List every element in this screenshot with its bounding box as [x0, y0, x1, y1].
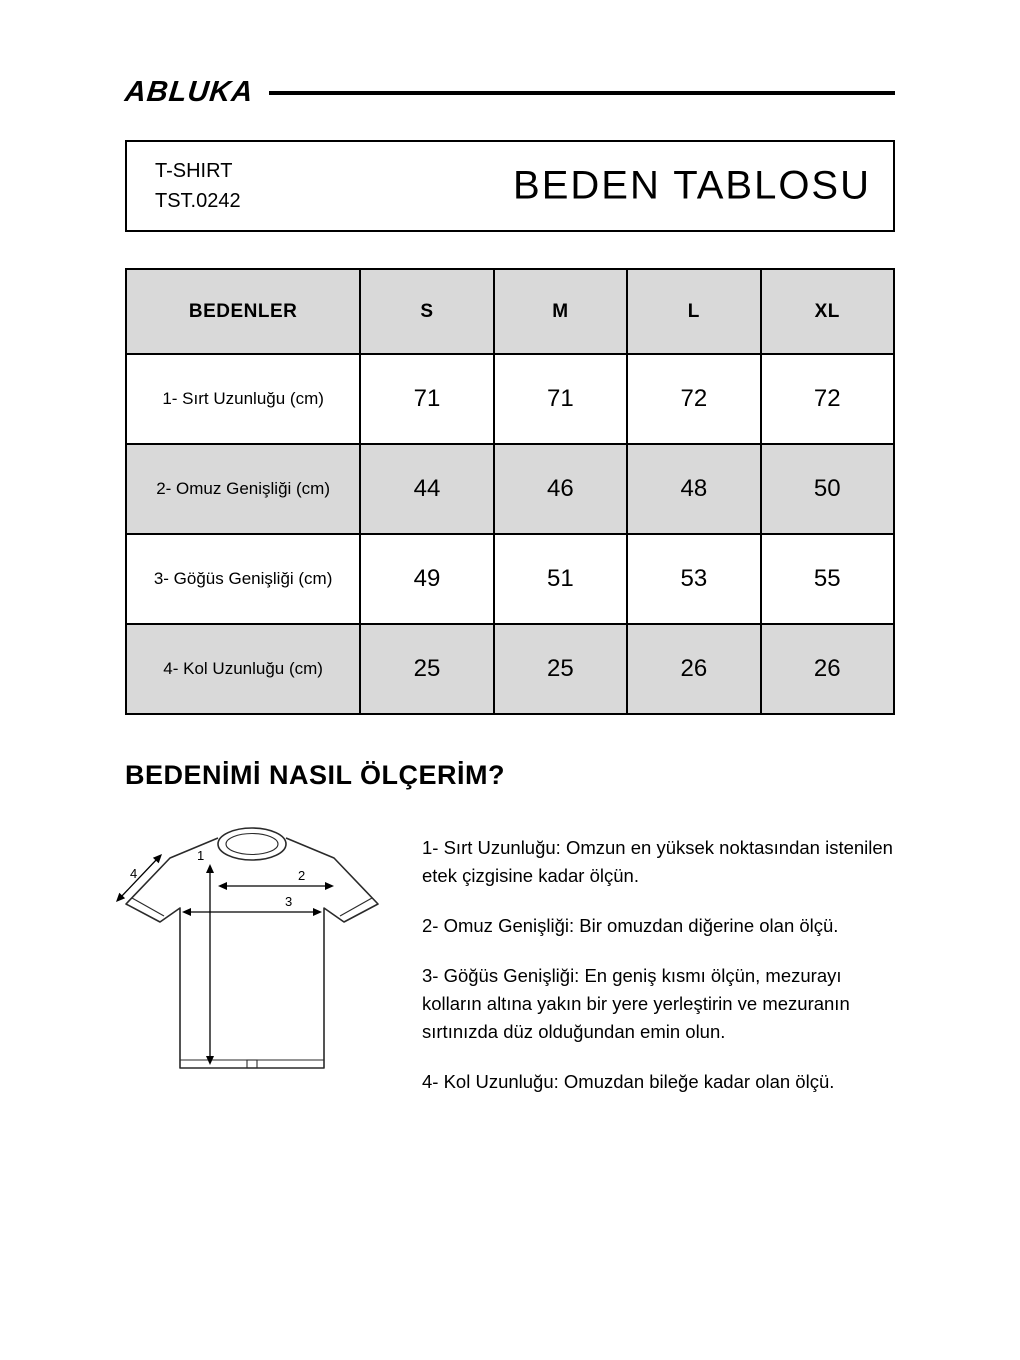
measurement-label: 4- Kol Uzunluğu (cm) [126, 624, 360, 714]
page-title: BEDEN TABLOSU [513, 163, 871, 208]
table-header-row [126, 269, 894, 354]
size-value: 53 [627, 534, 760, 624]
size-value: 72 [761, 354, 894, 444]
brand-logo: ABLUKA [123, 76, 256, 108]
header [125, 76, 895, 109]
size-value: 44 [360, 444, 493, 534]
size-value: 48 [627, 444, 760, 534]
instruction-chest-width: 3- Göğüs Genişliği: En geniş kısmı ölçün, mezurayı kolların altına yakın bir yere yerleştirin ve mezuranın sırtınızda düz olduğundan emin olun. [422, 965, 850, 1042]
product-info [155, 156, 241, 216]
column-header-xl: XL [761, 269, 894, 354]
size-value: 72 [627, 354, 760, 444]
size-value: 25 [360, 624, 493, 714]
table-row [126, 444, 894, 534]
instruction-sleeve-length: 4- Kol Uzunluğu: Omuzdan bileğe kadar olan ölçü. [422, 1071, 835, 1092]
size-value: 26 [627, 624, 760, 714]
tshirt-diagram [100, 816, 400, 1106]
size-value: 55 [761, 534, 894, 624]
column-header-s: S [360, 269, 493, 354]
product-type: T-SHIRT [155, 160, 233, 182]
instruction-shoulder-width: 2- Omuz Genişliği: Bir omuzdan diğerine olan ölçü. [422, 915, 839, 936]
size-value: 71 [360, 354, 493, 444]
title-box [125, 140, 895, 232]
column-header-l: L [627, 269, 760, 354]
size-table [125, 268, 895, 715]
measurement-label: 2- Omuz Genişliği (cm) [126, 444, 360, 534]
size-value: 25 [494, 624, 627, 714]
diagram-label-4: 4 [130, 866, 138, 881]
diagram-label-1: 1 [197, 848, 205, 863]
diagram-label-2: 2 [298, 868, 306, 883]
header-rule [269, 91, 895, 95]
size-value: 50 [761, 444, 894, 534]
product-code: TST.0242 [155, 190, 241, 212]
size-value: 26 [761, 624, 894, 714]
tshirt-outline [126, 838, 378, 1068]
measurement-label: 1- Sırt Uzunluğu (cm) [126, 354, 360, 444]
section-title: BEDENİMİ NASIL ÖLÇERİM? [125, 760, 506, 790]
column-header-m: M [494, 269, 627, 354]
table-row [126, 354, 894, 444]
diagram-label-3: 3 [285, 894, 293, 909]
size-value: 51 [494, 534, 627, 624]
measurement-label: 3- Göğüs Genişliği (cm) [126, 534, 360, 624]
collar-outline [218, 828, 286, 860]
table-row [126, 534, 894, 624]
size-value: 46 [494, 444, 627, 534]
column-header-bedenler: BEDENLER [126, 269, 360, 354]
instruction-back-length: 1- Sırt Uzunluğu: Omzun en yüksek noktasından istenilen etek çizgisine kadar ölçün. [422, 837, 893, 886]
measurement-instructions [422, 834, 902, 1118]
size-value: 49 [360, 534, 493, 624]
size-value: 71 [494, 354, 627, 444]
table-row [126, 624, 894, 714]
